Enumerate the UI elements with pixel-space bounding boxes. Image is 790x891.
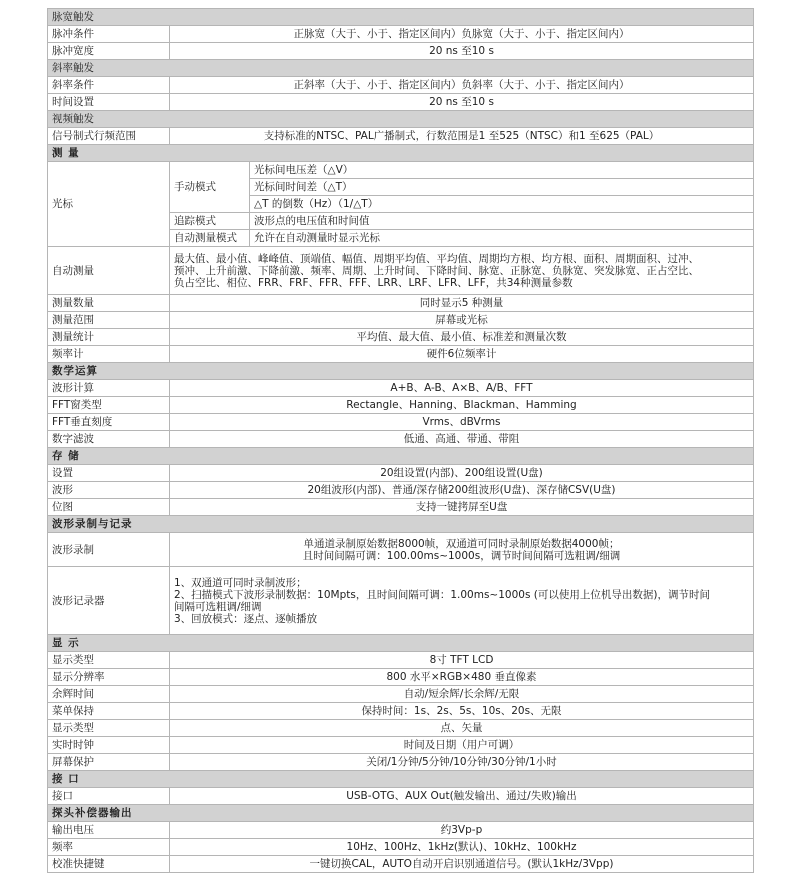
spec-label: 接口 <box>48 788 170 805</box>
spec-label: 自动测量 <box>48 247 170 295</box>
spec-label: 数字滤波 <box>48 431 170 448</box>
spec-label: 显示类型 <box>48 720 170 737</box>
cursor-mode-value: 允许在自动测量时显示光标 <box>250 230 754 247</box>
cursor-label: 光标 <box>48 162 170 247</box>
spec-row <box>48 346 754 363</box>
spec-value: 关闭/1分钟/5分钟/10分钟/30分钟/1小时 <box>170 754 754 771</box>
spec-value: 20 ns 至10 s <box>170 94 754 111</box>
spec-row <box>48 686 754 703</box>
spec-row <box>48 312 754 329</box>
cursor-manual-item: 光标间电压差（△V） <box>250 162 754 179</box>
spec-value-line: 2、扫描模式下波形录制数据：10Mpts，且时间间隔可调：1.00ms~1000s (可以使用上位机导出数据)，调节时间 <box>174 588 710 601</box>
spec-row <box>48 482 754 499</box>
spec-value-line: 且时间间隔可调：100.00ms~1000s，调节时间间隔可选粗调/细调 <box>302 549 621 562</box>
spec-label: 测量数量 <box>48 295 170 312</box>
spec-row <box>48 499 754 516</box>
cursor-mode-value: 波形点的电压值和时间值 <box>250 213 754 230</box>
spec-value <box>170 567 754 635</box>
spec-row <box>48 431 754 448</box>
spec-label: FFT窗类型 <box>48 397 170 414</box>
spec-value: 20组设置(内部)、200组设置(U盘) <box>170 465 754 482</box>
spec-value: 正斜率（大于、小于、指定区间内）负斜率（大于、小于、指定区间内） <box>170 77 754 94</box>
spec-row <box>48 247 754 295</box>
spec-label: 波形 <box>48 482 170 499</box>
spec-row <box>48 380 754 397</box>
spec-row <box>48 652 754 669</box>
spec-row <box>48 397 754 414</box>
spec-row <box>48 533 754 567</box>
spec-row <box>48 856 754 873</box>
spec-label: 输出电压 <box>48 822 170 839</box>
spec-label: 设置 <box>48 465 170 482</box>
spec-row <box>48 839 754 856</box>
section-title: 视频触发 <box>48 111 754 128</box>
spec-row <box>48 822 754 839</box>
spec-label: 校准快捷键 <box>48 856 170 873</box>
spec-row <box>48 737 754 754</box>
spec-value-line: 负占空比、相位、FRR、FRF、FFR、FFF、LRR、LRF、LFR、LFF，共34种测量参数 <box>174 276 573 289</box>
spec-value: 8寸 TFT LCD <box>170 652 754 669</box>
spec-row <box>48 43 754 60</box>
spec-label: 测量统计 <box>48 329 170 346</box>
spec-row <box>48 669 754 686</box>
spec-label: 测量范围 <box>48 312 170 329</box>
spec-row <box>48 295 754 312</box>
spec-value: 20组波形(内部)、普通/深存储200组波形(U盘)、深存储CSV(U盘) <box>170 482 754 499</box>
section-title: 波形录制与记录 <box>48 516 754 533</box>
spec-label: 斜率条件 <box>48 77 170 94</box>
spec-value: 低通、高通、带通、带阻 <box>170 431 754 448</box>
spec-label: 余辉时间 <box>48 686 170 703</box>
spec-label: 波形记录器 <box>48 567 170 635</box>
spec-value <box>170 247 754 295</box>
spec-value: 正脉宽（大于、小于、指定区间内）负脉宽（大于、小于、指定区间内） <box>170 26 754 43</box>
section-header <box>48 635 754 652</box>
spec-label: 显示类型 <box>48 652 170 669</box>
spec-table-body <box>48 9 754 873</box>
spec-value: 约3Vp-p <box>170 822 754 839</box>
spec-label: FFT垂直刻度 <box>48 414 170 431</box>
section-header <box>48 145 754 162</box>
spec-label: 信号制式行频范围 <box>48 128 170 145</box>
spec-value: 时间及日期（用户可调） <box>170 737 754 754</box>
spec-value <box>170 533 754 567</box>
spec-label: 显示分辨率 <box>48 669 170 686</box>
spec-value: 20 ns 至10 s <box>170 43 754 60</box>
spec-label: 实时时钟 <box>48 737 170 754</box>
spec-row <box>48 567 754 635</box>
section-title: 探头补偿器输出 <box>48 805 754 822</box>
spec-value-line: 间隔可选粗调/细调 <box>174 600 262 613</box>
spec-value: 一键切换CAL，AUTO自动开启识别通道信号。(默认1kHz/3Vpp) <box>170 856 754 873</box>
cursor-manual-item: △T 的倒数（Hz）（1/△T） <box>250 196 754 213</box>
spec-label: 频率 <box>48 839 170 856</box>
spec-value: 800 水平×RGB×480 垂直像素 <box>170 669 754 686</box>
spec-value-line: 3、回放模式：逐点、逐帧播放 <box>174 612 318 625</box>
spec-value-line: 单通道录制原始数据8000帧，双通道可同时录制原始数据4000帧； <box>303 537 620 550</box>
spec-table <box>47 8 754 873</box>
spec-value: 自动/短余辉/长余辉/无限 <box>170 686 754 703</box>
spec-value: 支持一键拷屏至U盘 <box>170 499 754 516</box>
spec-row <box>48 788 754 805</box>
spec-value: 支持标准的NTSC、PAL广播制式，行数范围是1 至525（NTSC）和1 至625（PAL） <box>170 128 754 145</box>
spec-value-line: 最大值、最小值、峰峰值、顶端值、幅值、周期平均值、平均值、周期均方根、均方根、面积、周期面积、过冲、 <box>174 252 699 265</box>
spec-value-line: 1、双通道可同时录制波形； <box>174 576 307 589</box>
cursor-mode-label: 手动模式 <box>170 162 250 213</box>
spec-value: USB-OTG、AUX Out(触发输出、通过/失败)输出 <box>170 788 754 805</box>
spec-row <box>48 26 754 43</box>
spec-row <box>48 414 754 431</box>
spec-label: 脉冲宽度 <box>48 43 170 60</box>
spec-value: Vrms、dBVrms <box>170 414 754 431</box>
spec-label: 脉冲条件 <box>48 26 170 43</box>
spec-value: 保持时间：1s、2s、5s、10s、20s、无限 <box>170 703 754 720</box>
section-title: 斜率触发 <box>48 60 754 77</box>
spec-value: 平均值、最大值、最小值、标准差和测量次数 <box>170 329 754 346</box>
section-header <box>48 363 754 380</box>
section-header <box>48 516 754 533</box>
section-header <box>48 60 754 77</box>
spec-label: 频率计 <box>48 346 170 363</box>
spec-value: 硬件6位频率计 <box>170 346 754 363</box>
section-title: 接 口 <box>48 771 754 788</box>
spec-value: 点、矢量 <box>170 720 754 737</box>
spec-label: 波形计算 <box>48 380 170 397</box>
spec-label: 位图 <box>48 499 170 516</box>
spec-value: Rectangle、Hanning、Blackman、Hamming <box>170 397 754 414</box>
spec-label: 时间设置 <box>48 94 170 111</box>
spec-row <box>48 128 754 145</box>
spec-row <box>48 703 754 720</box>
cursor-mode-label: 自动测量模式 <box>170 230 250 247</box>
section-title: 数学运算 <box>48 363 754 380</box>
spec-value-line: 预冲、上升前激、下降前激、频率、周期、上升时间、下降时间、脉宽、正脉宽、负脉宽、突发脉宽、正占空比、 <box>174 264 699 277</box>
cursor-manual-item: 光标间时间差（△T） <box>250 179 754 196</box>
section-header <box>48 771 754 788</box>
section-header <box>48 448 754 465</box>
section-title: 测 量 <box>48 145 754 162</box>
spec-value: 10Hz、100Hz、1kHz(默认)、10kHz、100kHz <box>170 839 754 856</box>
spec-row <box>48 94 754 111</box>
section-title: 存 储 <box>48 448 754 465</box>
section-header <box>48 9 754 26</box>
spec-row <box>48 77 754 94</box>
spec-label: 菜单保持 <box>48 703 170 720</box>
section-header <box>48 805 754 822</box>
spec-value: A+B、A-B、A×B、A/B、FFT <box>170 380 754 397</box>
spec-row <box>48 465 754 482</box>
section-title: 显 示 <box>48 635 754 652</box>
spec-row <box>48 329 754 346</box>
spec-value: 屏幕或光标 <box>170 312 754 329</box>
section-title: 脉宽触发 <box>48 9 754 26</box>
cursor-row <box>48 162 754 179</box>
spec-row <box>48 754 754 771</box>
spec-label: 屏幕保护 <box>48 754 170 771</box>
spec-row <box>48 720 754 737</box>
cursor-mode-label: 追踪模式 <box>170 213 250 230</box>
spec-value: 同时显示5 种测量 <box>170 295 754 312</box>
spec-label: 波形录制 <box>48 533 170 567</box>
section-header <box>48 111 754 128</box>
